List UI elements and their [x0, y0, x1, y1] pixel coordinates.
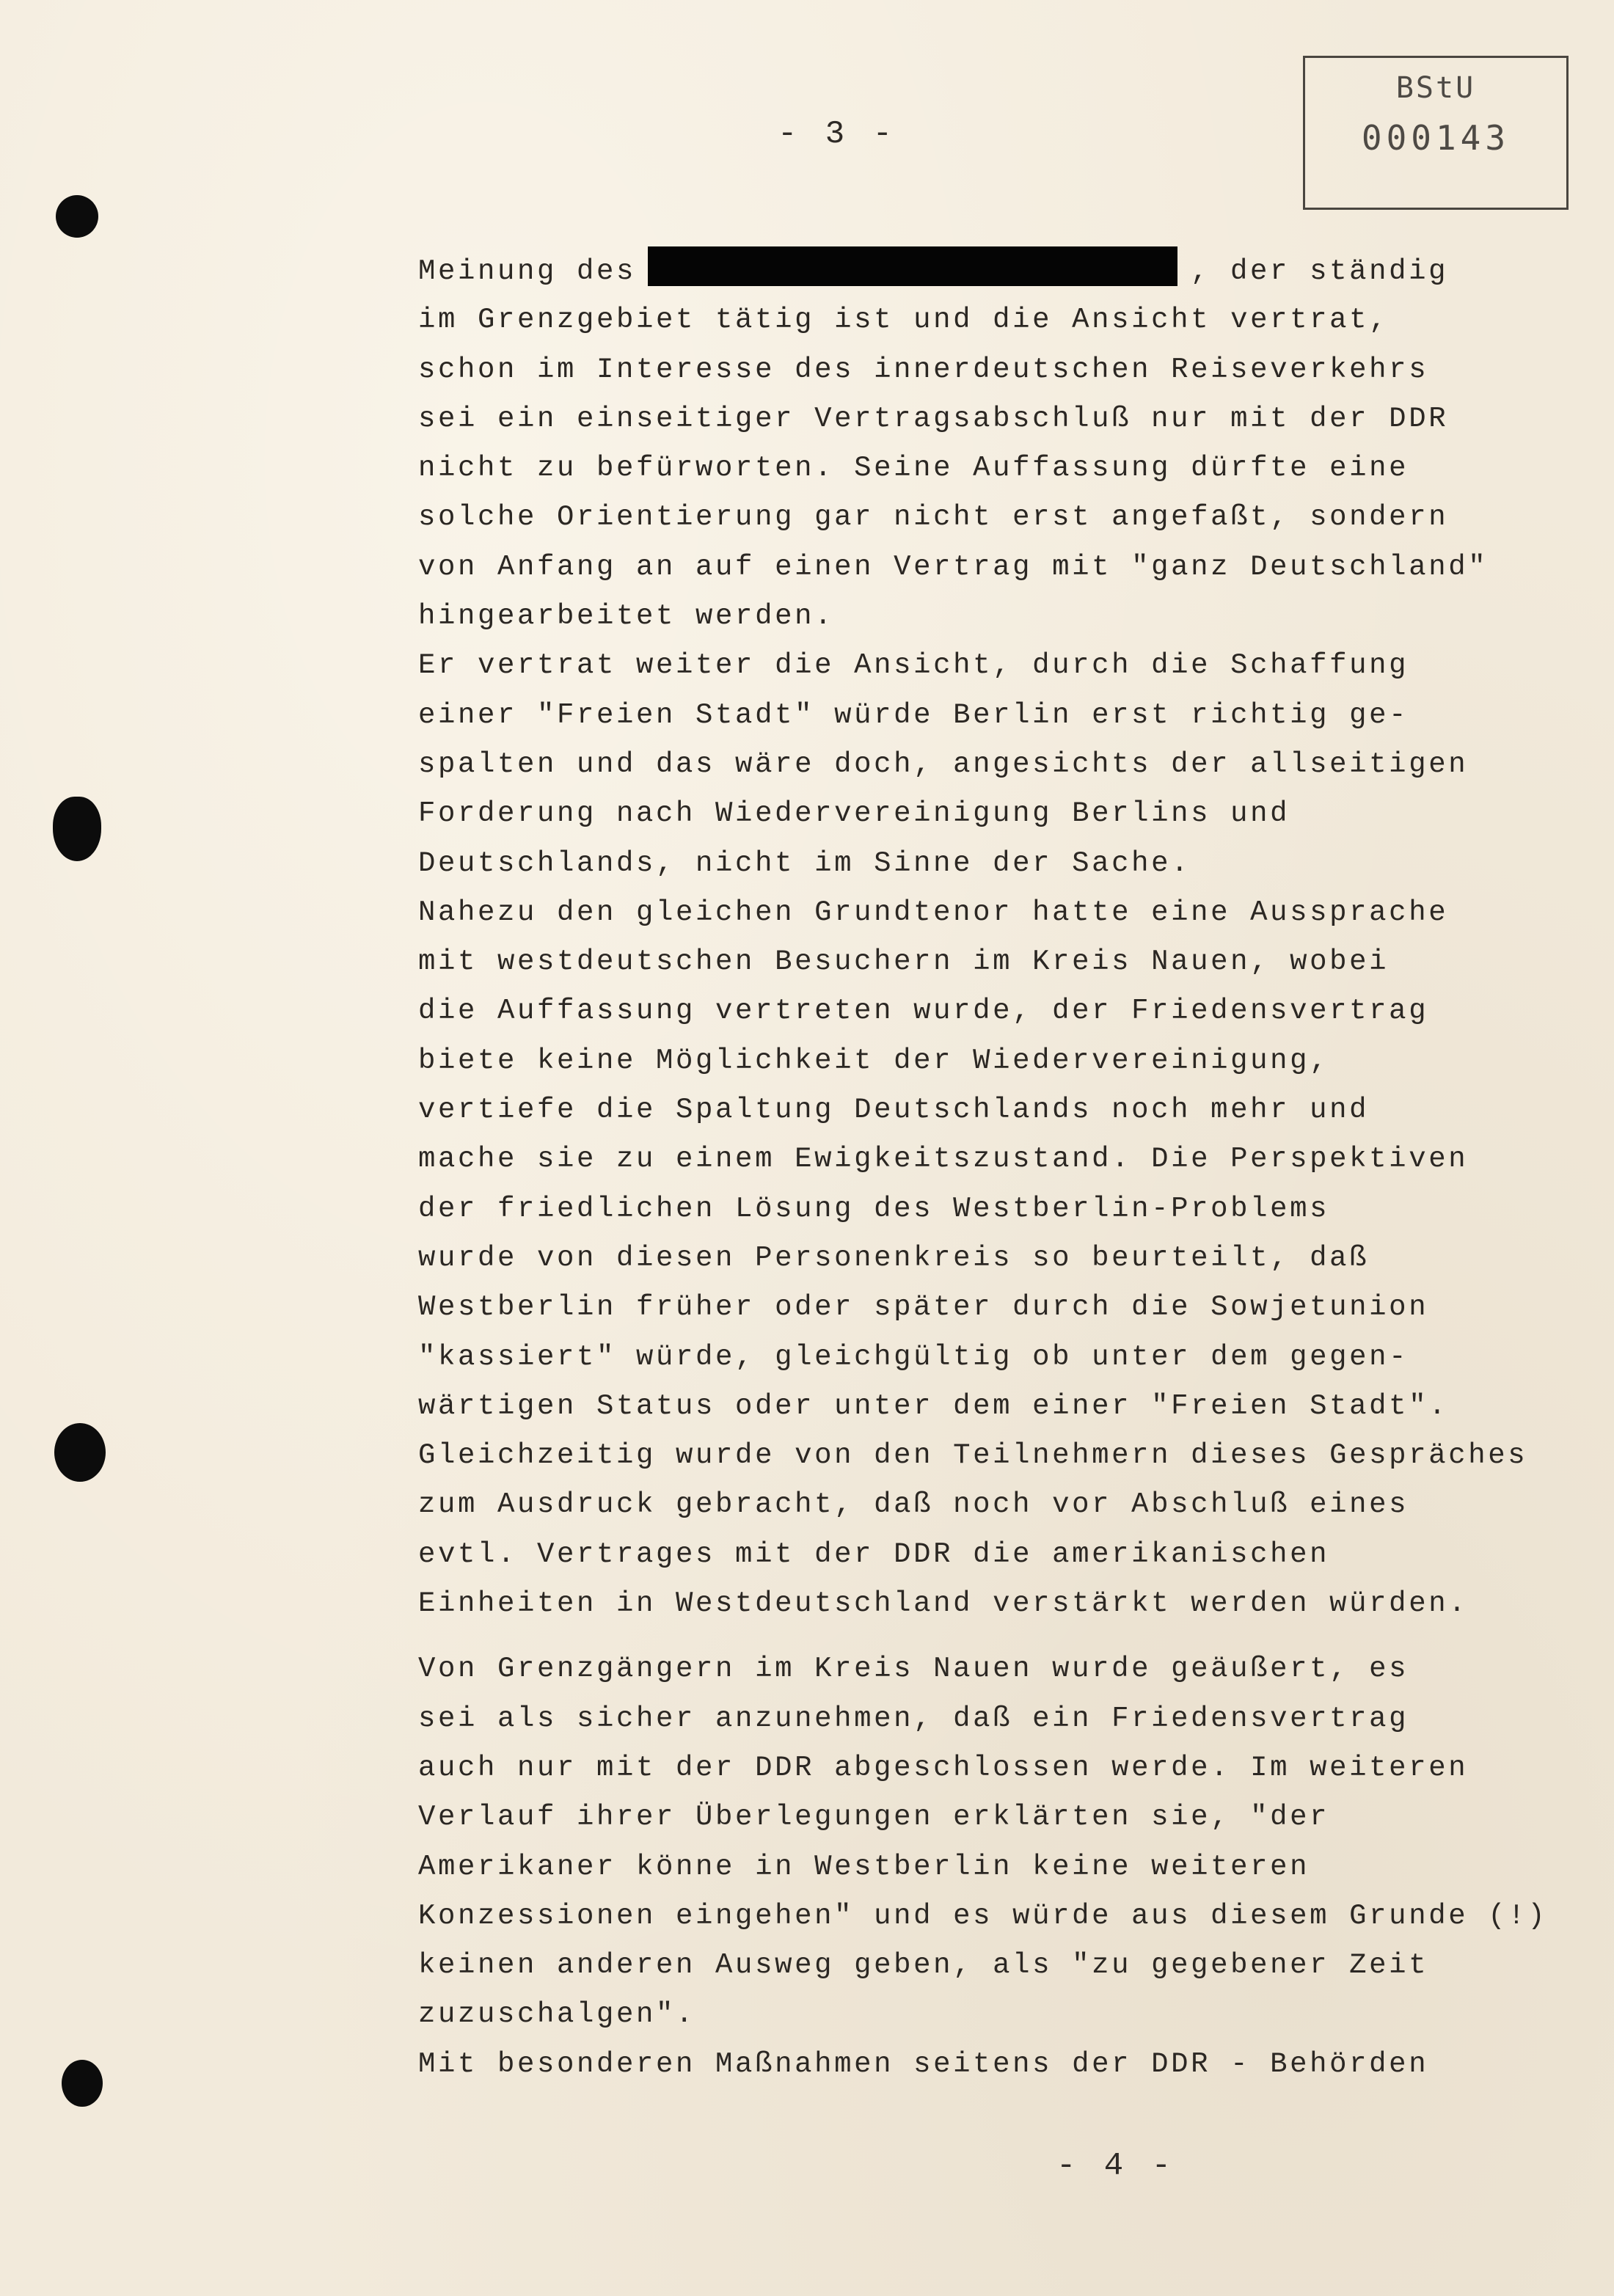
- text-line: Deutschlands, nicht im Sinne der Sache.: [418, 847, 1191, 880]
- stamp-page-id: 000143: [1361, 118, 1511, 158]
- punch-hole-2: [53, 797, 101, 861]
- text-line: Nahezu den gleichen Grundtenor hatte eine Aussprache: [418, 896, 1449, 929]
- punch-hole-3: [54, 1423, 106, 1482]
- stamp-agency-label: BStU: [1395, 71, 1476, 105]
- text-line: Forderung nach Wiedervereinigung Berlins und: [418, 797, 1290, 830]
- typed-body-text: [418, 246, 1563, 2089]
- punch-hole-1: [56, 195, 98, 238]
- text-line: von Anfang an auf einen Vertrag mit "ganz Deutschland": [418, 550, 1489, 583]
- text-line: Mit besonderen Maßnahmen seitens der DDR - Behörden: [418, 2047, 1429, 2080]
- text-line: biete keine Möglichkeit der Wiedervereinigung,: [418, 1044, 1330, 1077]
- text-line: Westberlin früher oder später durch die Sowjetunion: [418, 1291, 1429, 1324]
- text-line: Von Grenzgängern im Kreis Nauen wurde geäußert, es: [418, 1653, 1409, 1686]
- text-line: Gleichzeitig wurde von den Teilnehmern dieses Gespräches: [418, 1439, 1528, 1472]
- text-line: Verlauf ihrer Überlegungen erklärten sie, "der: [418, 1801, 1330, 1834]
- text-line: nicht zu befürworten. Seine Auffassung dürfte eine: [418, 452, 1409, 485]
- text-line: einer "Freien Stadt" würde Berlin erst richtig ge-: [418, 698, 1409, 731]
- text-line: Konzessionen eingehen" und es würde aus diesem Grunde (!): [418, 1899, 1548, 1932]
- text-line: sei als sicher anzunehmen, daß ein Friedensvertrag: [418, 1702, 1409, 1735]
- text-line: auch nur mit der DDR abgeschlossen werde. Im weiteren: [418, 1751, 1469, 1784]
- text-line: vertiefe die Spaltung Deutschlands noch mehr und: [418, 1094, 1370, 1127]
- text-line: wärtigen Status oder unter dem einer "Freien Stadt".: [418, 1389, 1449, 1422]
- text-line: Amerikaner könne in Westberlin keine weiteren: [418, 1850, 1310, 1883]
- redaction-bar: [648, 246, 1177, 286]
- text-line: sei ein einseitiger Vertragsabschluß nur mit der DDR: [418, 402, 1449, 435]
- next-page-indicator: - 4 -: [1056, 2148, 1176, 2185]
- page-number-top: - 3 -: [778, 116, 897, 153]
- text-line: mit westdeutschen Besuchern im Kreis Nauen, wobei: [418, 946, 1390, 979]
- text-line: wurde von diesen Personenkreis so beurteilt, daß: [418, 1241, 1370, 1274]
- text-line: der friedlichen Lösung des Westberlin-Problems: [418, 1192, 1330, 1225]
- text-line: "kassiert" würde, gleichgültig ob unter dem gegen-: [418, 1340, 1409, 1373]
- text-line: solche Orientierung gar nicht erst angefaßt, sondern: [418, 501, 1449, 534]
- text-line: mache sie zu einem Ewigkeitszustand. Die Perspektiven: [418, 1143, 1469, 1176]
- text-line: schon im Interesse des innerdeutschen Reiseverkehrs: [418, 353, 1429, 386]
- text-line: zum Ausdruck gebracht, daß noch vor Abschluß eines: [418, 1488, 1409, 1521]
- paragraph-gap: [418, 1628, 1563, 1645]
- text-line: zuzuschalgen".: [418, 1998, 696, 2031]
- text-line: evtl. Vertrages mit der DDR die amerikanischen: [418, 1538, 1330, 1571]
- text-line: [418, 246, 1563, 296]
- text-line: spalten und das wäre doch, angesichts der allseitigen: [418, 747, 1469, 780]
- text-line: die Auffassung vertreten wurde, der Friedensvertrag: [418, 995, 1429, 1028]
- text-line: Einheiten in Westdeutschland verstärkt werden würden.: [418, 1587, 1469, 1620]
- text-line-end: , der ständig: [1191, 255, 1449, 288]
- text-line: hingearbeitet werden.: [418, 600, 835, 633]
- archive-stamp: [1303, 56, 1569, 210]
- punch-hole-4: [62, 2060, 103, 2107]
- text-line: Er vertrat weiter die Ansicht, durch die Schaffung: [418, 649, 1409, 682]
- text-line-start: Meinung des: [418, 255, 637, 288]
- text-line: im Grenzgebiet tätig ist und die Ansicht vertrat,: [418, 304, 1390, 337]
- text-line: keinen anderen Ausweg geben, als "zu gegebener Zeit: [418, 1949, 1429, 1982]
